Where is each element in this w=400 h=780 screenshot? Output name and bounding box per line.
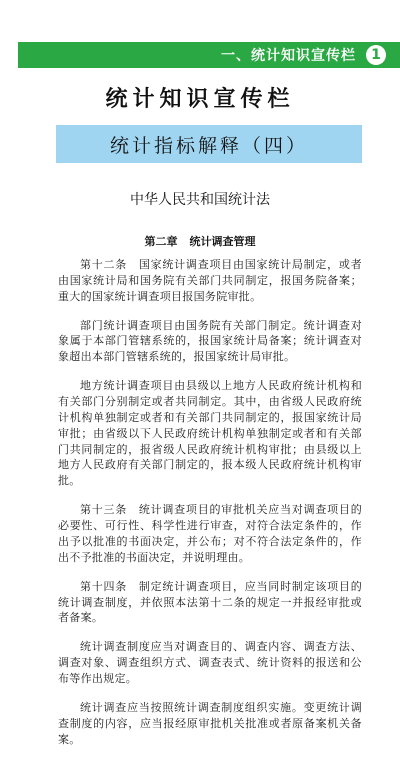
- paragraph: 地方统计调查项目由县级以上地方人民政府统计机构和有关部门分别制定或者共同制定。其中，由省级人民政府统计机构单独制定或者和有关部门共同制定的，报国家统计局审批；由省级以下人民政府统计机构单独制定或者和有关部门共同制定的，报省级人民政府统计机构审批；由县级以上地方人民政府有关部门制定的，报本级人民政府统计机构审批。: [58, 379, 362, 488]
- section-header-bar: [18, 42, 400, 68]
- paragraph: 部门统计调查项目由国务院有关部门制定。统计调查对象属于本部门管辖系统的，报国家统计局备案；统计调查对象超出本部门管辖系统的，报国家统计局审批。: [58, 318, 362, 364]
- chapter-heading: [0, 233, 400, 249]
- page-title: 统计知识宣传栏: [105, 87, 295, 112]
- section-number-badge: 1: [366, 45, 386, 65]
- paragraph: 统计调查制度应当对调查目的、调查内容、调查方法、调查对象、调查组织方式、调查表式、统计资料的报送和公布等作出规定。: [58, 640, 362, 686]
- paragraph: 第十四条 制定统计调查项目，应当同时制定该项目的统计调查制度，并依照本法第十二条的规定一并报经审批或者备案。: [58, 579, 362, 625]
- section-label: 一、统计知识宣传栏: [221, 48, 356, 64]
- law-title: 中华人民共和国统计法: [130, 192, 270, 208]
- subtitle-text: 统计指标解释（四）: [109, 134, 308, 157]
- chapter-name: 统计调查管理: [189, 235, 256, 248]
- chapter-number: 第二章: [144, 235, 178, 248]
- subtitle-banner: [56, 125, 362, 163]
- paragraph: 第十三条 统计调查项目的审批机关应当对调查项目的必要性、可行性、科学性进行审查，对符合法定条件的，作出予以批准的书面决定，并公布；对不符合法定条件的，作出不予批准的书面决定，并说明理由。: [58, 503, 362, 564]
- paragraph: 统计调查应当按照统计调查制度组织实施。变更统计调查制度的内容，应当报经原审批机关批准或者原备案机关备案。: [58, 701, 362, 746]
- paragraph: 第十二条 国家统计调查项目由国家统计局制定，或者由国家统计局和国务院有关部门共同制定，报国务院备案；重大的国家统计调查项目报国务院审批。: [58, 258, 362, 303]
- article-body: [58, 257, 362, 761]
